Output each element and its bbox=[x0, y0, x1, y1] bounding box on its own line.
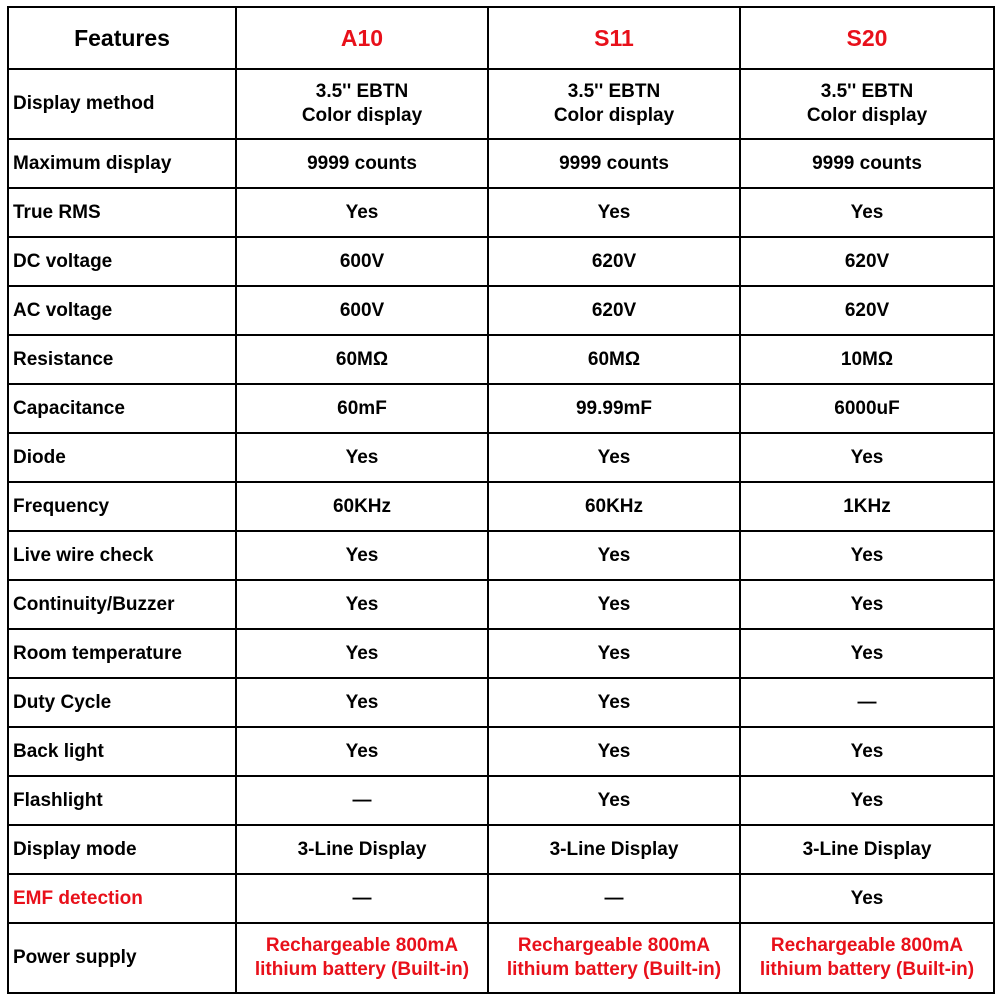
row-label: Continuity/Buzzer bbox=[8, 580, 236, 629]
cell-s20: Yes bbox=[740, 188, 994, 237]
cell-s11: Yes bbox=[488, 776, 740, 825]
row-label: AC voltage bbox=[8, 286, 236, 335]
cell-line: lithium battery (Built-in) bbox=[254, 959, 470, 980]
row-display-method bbox=[8, 69, 994, 139]
cell-s20: 620V bbox=[740, 286, 994, 335]
cell-s20: 620V bbox=[740, 237, 994, 286]
cell-s11: Yes bbox=[488, 629, 740, 678]
spec-comparison-table bbox=[7, 6, 995, 994]
cell-a10: Yes bbox=[236, 678, 488, 727]
cell-s20 bbox=[740, 923, 994, 993]
cell-s11: Yes bbox=[488, 678, 740, 727]
cell-line: 3.5'' EBTN bbox=[567, 81, 661, 102]
cell-s11: 60KHz bbox=[488, 482, 740, 531]
row-power-supply bbox=[8, 923, 994, 993]
row-back-light bbox=[8, 727, 994, 776]
row-display-mode bbox=[8, 825, 994, 874]
header-model-s20: S20 bbox=[740, 7, 994, 69]
cell-s11 bbox=[488, 923, 740, 993]
row-label: Duty Cycle bbox=[8, 678, 236, 727]
cell-a10 bbox=[236, 923, 488, 993]
row-label: Flashlight bbox=[8, 776, 236, 825]
cell-s11: 9999 counts bbox=[488, 139, 740, 188]
header-features: Features bbox=[8, 7, 236, 69]
row-flashlight bbox=[8, 776, 994, 825]
cell-line: Color display bbox=[553, 105, 675, 126]
row-label: DC voltage bbox=[8, 237, 236, 286]
row-ac-voltage bbox=[8, 286, 994, 335]
cell-s20: 9999 counts bbox=[740, 139, 994, 188]
cell-s20: Yes bbox=[740, 727, 994, 776]
cell-line: Rechargeable 800mA bbox=[517, 935, 711, 956]
cell-line: lithium battery (Built-in) bbox=[759, 959, 975, 980]
cell-s20: Yes bbox=[740, 874, 994, 923]
cell-a10: Yes bbox=[236, 727, 488, 776]
row-label: Maximum display bbox=[8, 139, 236, 188]
cell-a10: 600V bbox=[236, 237, 488, 286]
cell-line: Rechargeable 800mA bbox=[770, 935, 964, 956]
cell-s20: Yes bbox=[740, 629, 994, 678]
cell-s11: 620V bbox=[488, 286, 740, 335]
cell-s11: 60MΩ bbox=[488, 335, 740, 384]
row-label: Display method bbox=[8, 69, 236, 139]
cell-a10: Yes bbox=[236, 188, 488, 237]
row-label: EMF detection bbox=[8, 874, 236, 923]
cell-line: Color display bbox=[806, 105, 928, 126]
cell-s11: — bbox=[488, 874, 740, 923]
cell-s20: Yes bbox=[740, 531, 994, 580]
cell-s11: 99.99mF bbox=[488, 384, 740, 433]
row-label: Frequency bbox=[8, 482, 236, 531]
cell-s11: Yes bbox=[488, 531, 740, 580]
row-dc-voltage bbox=[8, 237, 994, 286]
cell-a10 bbox=[236, 69, 488, 139]
cell-a10: 3-Line Display bbox=[236, 825, 488, 874]
row-label: Diode bbox=[8, 433, 236, 482]
row-label: Power supply bbox=[8, 923, 236, 993]
row-true-rms bbox=[8, 188, 994, 237]
header-row bbox=[8, 7, 994, 69]
cell-s20: Yes bbox=[740, 580, 994, 629]
cell-a10: Yes bbox=[236, 629, 488, 678]
cell-s20: Yes bbox=[740, 776, 994, 825]
cell-s20 bbox=[740, 69, 994, 139]
cell-s11: Yes bbox=[488, 188, 740, 237]
row-label: Room temperature bbox=[8, 629, 236, 678]
cell-a10: 60mF bbox=[236, 384, 488, 433]
row-label: Back light bbox=[8, 727, 236, 776]
row-emf-detection bbox=[8, 874, 994, 923]
cell-a10: 60MΩ bbox=[236, 335, 488, 384]
row-label: Live wire check bbox=[8, 531, 236, 580]
cell-s11: 3-Line Display bbox=[488, 825, 740, 874]
cell-a10: Yes bbox=[236, 433, 488, 482]
cell-s20: 1KHz bbox=[740, 482, 994, 531]
cell-line: Color display bbox=[301, 105, 423, 126]
header-model-s11: S11 bbox=[488, 7, 740, 69]
cell-a10: Yes bbox=[236, 531, 488, 580]
row-label: Display mode bbox=[8, 825, 236, 874]
row-continuity-buzzer bbox=[8, 580, 994, 629]
cell-line: 3.5'' EBTN bbox=[315, 81, 409, 102]
cell-a10: 600V bbox=[236, 286, 488, 335]
row-label: Resistance bbox=[8, 335, 236, 384]
cell-s20: 10MΩ bbox=[740, 335, 994, 384]
cell-a10: 60KHz bbox=[236, 482, 488, 531]
row-frequency bbox=[8, 482, 994, 531]
row-resistance bbox=[8, 335, 994, 384]
cell-a10: Yes bbox=[236, 580, 488, 629]
cell-a10: 9999 counts bbox=[236, 139, 488, 188]
cell-s20: 3-Line Display bbox=[740, 825, 994, 874]
row-label: Capacitance bbox=[8, 384, 236, 433]
cell-line: 3.5'' EBTN bbox=[820, 81, 914, 102]
row-diode bbox=[8, 433, 994, 482]
cell-line: lithium battery (Built-in) bbox=[506, 959, 722, 980]
cell-s20: — bbox=[740, 678, 994, 727]
cell-a10: — bbox=[236, 874, 488, 923]
cell-s20: 6000uF bbox=[740, 384, 994, 433]
cell-s11: Yes bbox=[488, 433, 740, 482]
cell-s11: Yes bbox=[488, 580, 740, 629]
cell-s20: Yes bbox=[740, 433, 994, 482]
cell-s11: 620V bbox=[488, 237, 740, 286]
row-maximum-display bbox=[8, 139, 994, 188]
cell-s11 bbox=[488, 69, 740, 139]
row-duty-cycle bbox=[8, 678, 994, 727]
row-live-wire-check bbox=[8, 531, 994, 580]
cell-a10: — bbox=[236, 776, 488, 825]
header-model-a10: A10 bbox=[236, 7, 488, 69]
row-room-temperature bbox=[8, 629, 994, 678]
row-label: True RMS bbox=[8, 188, 236, 237]
cell-s11: Yes bbox=[488, 727, 740, 776]
cell-line: Rechargeable 800mA bbox=[265, 935, 459, 956]
row-capacitance bbox=[8, 384, 994, 433]
